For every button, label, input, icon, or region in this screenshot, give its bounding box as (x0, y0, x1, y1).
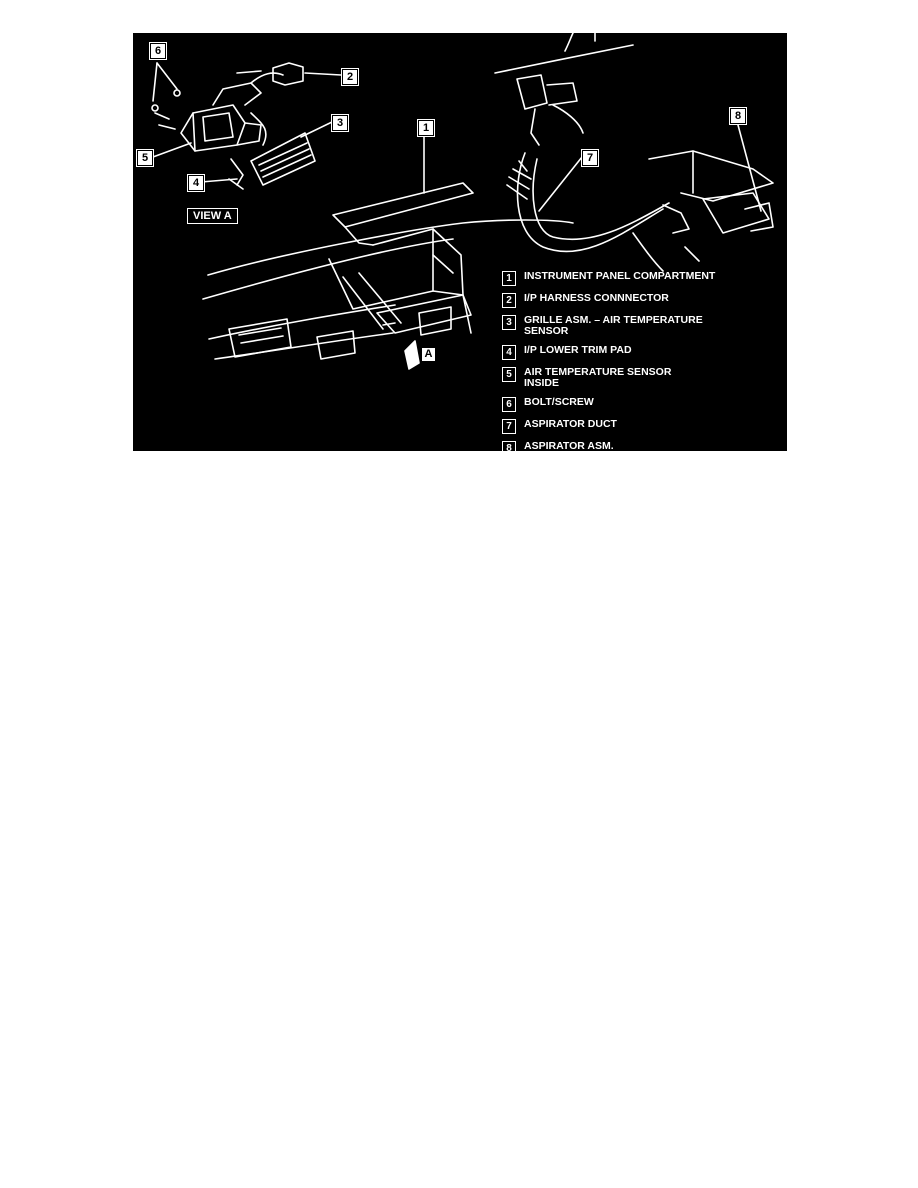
callout-3: 3 (332, 115, 348, 131)
view-arrow-label: A (422, 348, 435, 361)
legend-text: I/P HARNESS CONNNECTOR (524, 292, 669, 304)
legend-number: 6 (502, 397, 516, 412)
legend-item-2 (502, 293, 782, 315)
legend-text: I/P LOWER TRIM PAD (524, 344, 632, 356)
legend-text: AIR TEMPERATURE SENSOR INSIDE (524, 366, 672, 389)
legend-text: INSTRUMENT PANEL COMPARTMENT (524, 270, 716, 282)
legend-number: 8 (502, 441, 516, 451)
legend-number: 1 (502, 271, 516, 286)
callout-6: 6 (150, 43, 166, 59)
aspirator-duct-drawing (495, 33, 773, 271)
legend-text: ASPIRATOR DUCT (524, 418, 617, 430)
legend-text: BOLT/SCREW (524, 396, 594, 408)
legend-number: 7 (502, 419, 516, 434)
legend-number: 4 (502, 345, 516, 360)
callout-8: 8 (730, 108, 746, 124)
legend-item-3 (502, 315, 782, 345)
callout-7: 7 (582, 150, 598, 166)
legend-number: 2 (502, 293, 516, 308)
component-diagram (133, 33, 787, 451)
legend (502, 271, 782, 451)
sensor-assembly-drawing (152, 63, 315, 189)
legend-text: ASPIRATOR ASM. (524, 440, 614, 451)
legend-item-4 (502, 345, 782, 367)
legend-number: 3 (502, 315, 516, 330)
callout-5: 5 (137, 150, 153, 166)
legend-item-6 (502, 397, 782, 419)
legend-item-7 (502, 419, 782, 441)
legend-item-1 (502, 271, 782, 293)
callout-2: 2 (342, 69, 358, 85)
legend-item-5 (502, 367, 782, 397)
view-direction-arrow (405, 341, 419, 369)
callout-4: 4 (188, 175, 204, 191)
legend-text: GRILLE ASM. – AIR TEMPERATURE SENSOR (524, 314, 703, 337)
callout-1: 1 (418, 120, 434, 136)
view-a-label: VIEW A (187, 208, 238, 224)
legend-number: 5 (502, 367, 516, 382)
legend-item-8 (502, 441, 782, 451)
